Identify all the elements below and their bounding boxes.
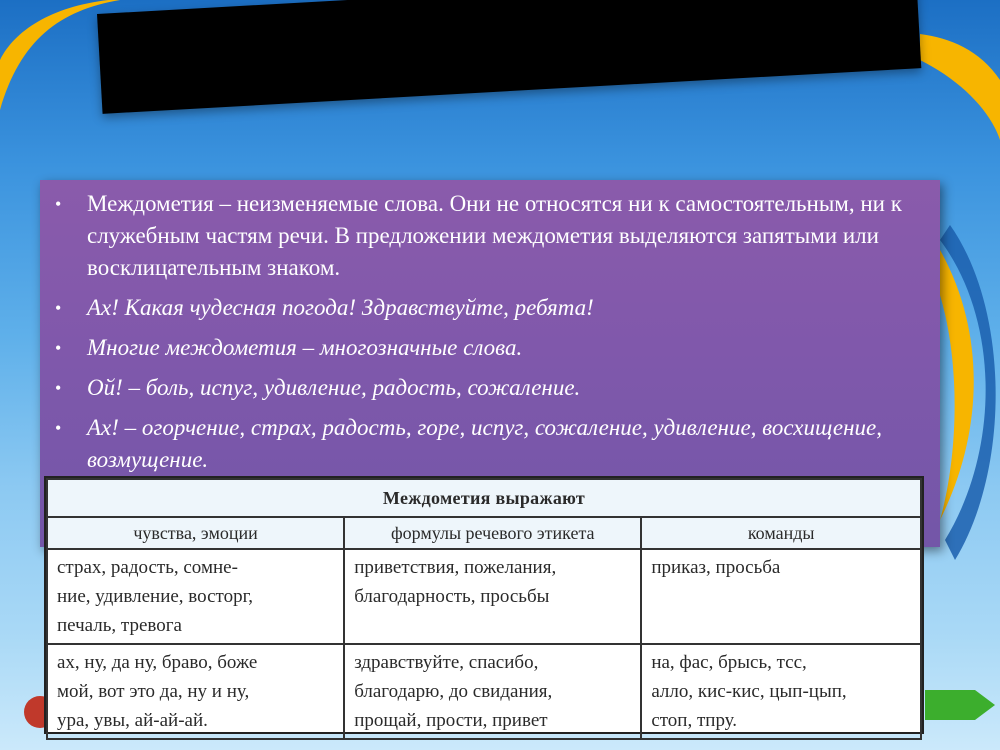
table-title: Междометия выражают xyxy=(47,479,921,517)
bullet-item xyxy=(52,412,920,476)
table-cell: здравствуйте, спасибо, благодарю, до свидания, прощай, прости, привет xyxy=(344,644,641,739)
table-cell: приказ, просьба xyxy=(641,549,921,644)
bullet-item xyxy=(52,188,920,284)
interjections-table-grid xyxy=(46,478,922,740)
bullet-text: Ах! – огорчение, страх, радость, горе, испуг, сожаление, удивление, восхищение, возмущение. xyxy=(87,415,882,472)
table-cell: ах, ну, да ну, браво, боже мой, вот это да, ну и ну, ура, увы, ай-ай-ай. xyxy=(47,644,344,739)
bullet-text: Многие междометия – многозначные слова. xyxy=(87,335,523,360)
yellow-ribbon-top-right xyxy=(920,34,1000,140)
bullet-item xyxy=(52,292,920,324)
table-cell: приветствия, пожелания, благодарность, просьбы xyxy=(344,549,641,644)
table-header-row xyxy=(47,517,921,549)
bullet-dot: • xyxy=(55,338,62,358)
bullet-item xyxy=(52,332,920,364)
bullet-text: Ой! – боль, испуг, удивление, радость, сожаление. xyxy=(87,375,581,400)
green-next-arrow xyxy=(925,690,995,720)
bullet-text: Ах! Какая чудесная погода! Здравствуйте, ребята! xyxy=(87,295,594,320)
bullet-dot: • xyxy=(55,298,62,318)
bullet-item xyxy=(52,372,920,404)
bullet-text: Междометия – неизменяемые слова. Они не относятся ни к самостоятельным, ни к служебным частям речи. В предложении междометия выделяются запятыми или восклицательным знаком. xyxy=(87,191,902,280)
table-title-row xyxy=(47,479,921,517)
bullet-dot: • xyxy=(55,194,62,214)
interjections-table xyxy=(44,476,924,734)
column-header-commands: команды xyxy=(641,517,921,549)
column-header-etiquette: формулы речевого этикета xyxy=(344,517,641,549)
bullet-dot: • xyxy=(55,418,62,438)
table-row xyxy=(47,549,921,644)
column-header-feelings: чувства, эмоции xyxy=(47,517,344,549)
bullet-list xyxy=(40,180,940,476)
table-cell: страх, радость, сомне- ние, удивление, восторг, печаль, тревога xyxy=(47,549,344,644)
table-cell: на, фас, брысь, тсс, алло, кис-кис, цып-цып, стоп, тпру. xyxy=(641,644,921,739)
table-row xyxy=(47,644,921,739)
bullet-dot: • xyxy=(55,378,62,398)
